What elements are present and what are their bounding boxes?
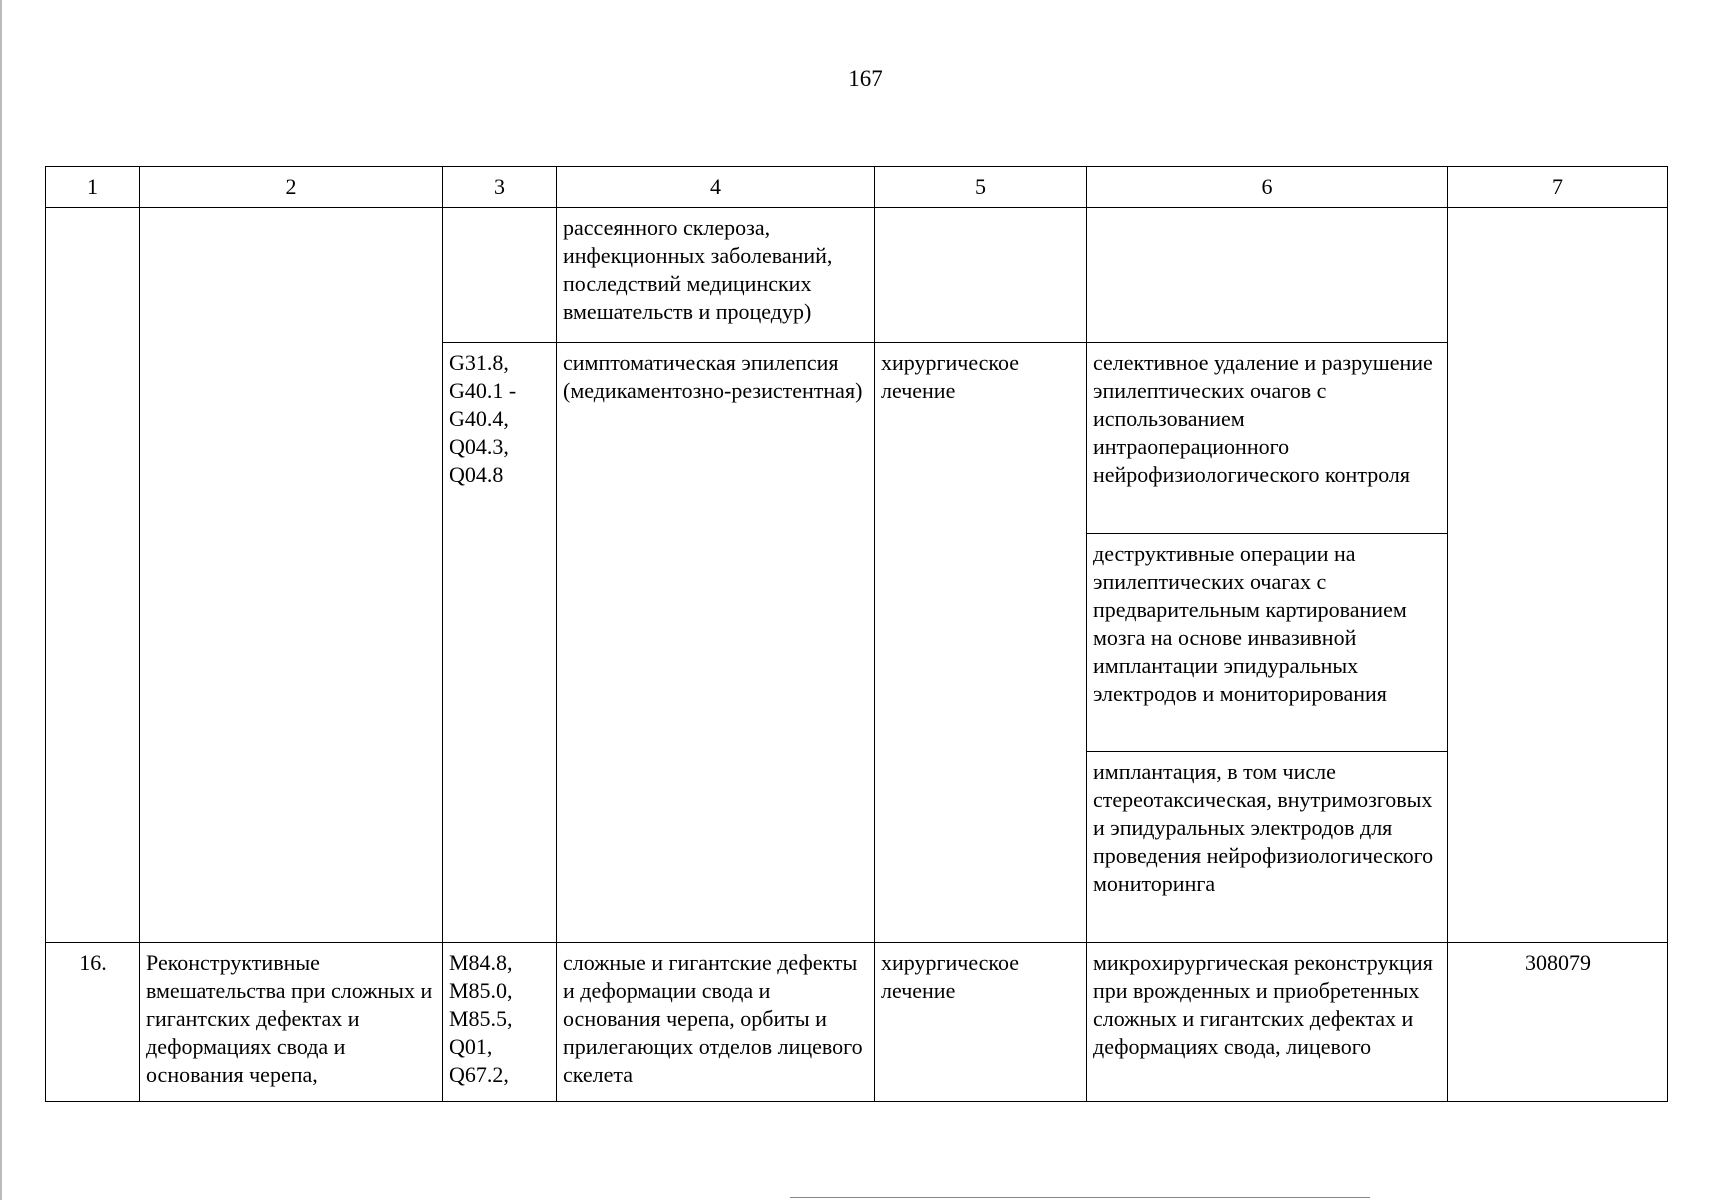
cell-empty [443,208,557,343]
header-cell: 2 [140,167,443,208]
header-cell: 5 [875,167,1087,208]
medical-care-table [45,166,1668,1102]
header-cell: 4 [557,167,875,208]
scan-left-edge [0,0,2,1200]
cell-method: микрохирургическая реконструкция при врожденных и приобретенных сложных и гигантских дефектах и деформациях свода, лицевого [1087,943,1448,1102]
scan-artifact-line [790,1197,1370,1198]
cell-method: имплантация, в том числе стереотаксическая, внутримозговых и эпидуральных электродов для проведения нейрофизиологического мониторинга [1087,752,1448,943]
cell-treatment-type: хирургическое лечение [875,943,1087,1102]
cell-patient-model: симптоматическая эпилепсия (медикаментозно-резистентная) [557,343,875,943]
header-cell: 6 [1087,167,1448,208]
cell-method: селективное удаление и разрушение эпилептических очагов с использованием интраоперационного нейрофизиологического контроля [1087,343,1448,534]
cell-empty [875,208,1087,343]
table-row [46,943,1668,1102]
page-number: 167 [848,66,883,91]
header-cell: 1 [46,167,140,208]
header-cell: 7 [1448,167,1668,208]
cell-model-continuation: рассеянного склероза, инфекционных заболеваний, последствий медицинских вмешательств и процедур) [557,208,875,343]
cell-icd-codes: M84.8, M85.0, M85.5, Q01, Q67.2, [443,943,557,1102]
cell-method: деструктивные операции на эпилептических очагах с предварительным картированием мозга на основе инвазивной имплантации эпидуральных электродов и мониторирования [1087,534,1448,752]
cell-empty [1087,208,1448,343]
cell-hmp-name: Реконструктивные вмешательства при сложных и гигантских дефектах и деформациях свода и основания черепа, [140,943,443,1102]
header-row [46,167,1668,208]
cell-empty [1448,208,1668,943]
cell-patient-model: сложные и гигантские дефекты и деформации свода и основания черепа, орбиты и прилегающих отделов лицевого скелета [557,943,875,1102]
header-cell: 3 [443,167,557,208]
cell-icd-codes: G31.8, G40.1 - G40.4, Q04.3, Q04.8 [443,343,557,943]
cell-empty [46,208,140,943]
cell-empty [140,208,443,943]
cell-treatment-type: хирургическое лечение [875,343,1087,943]
cell-cost: 308079 [1448,943,1668,1102]
table-row [46,208,1668,343]
cell-row-number: 16. [46,943,140,1102]
